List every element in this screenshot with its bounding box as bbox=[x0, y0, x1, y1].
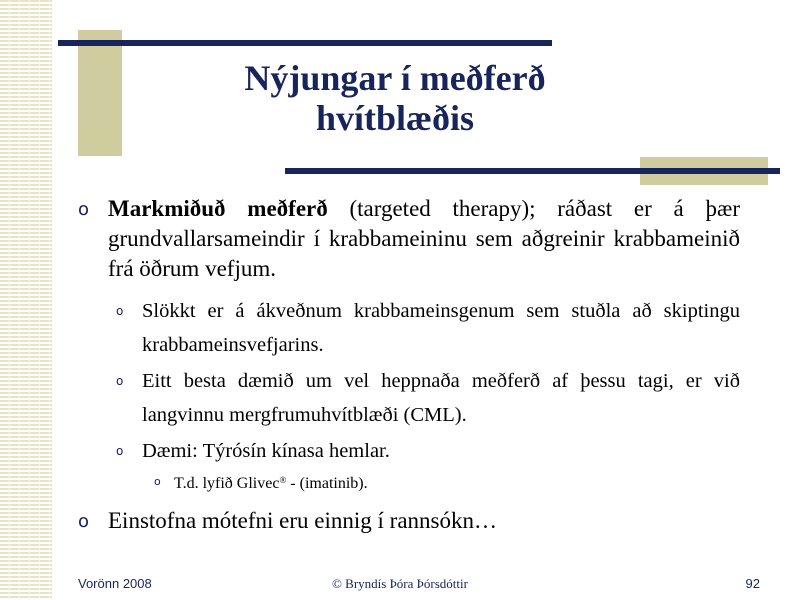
bullet-level1-item bbox=[78, 194, 740, 284]
footer-date: Vorönn 2008 bbox=[78, 576, 152, 591]
slide-title-line1: Nýjungar í meðferð bbox=[244, 58, 546, 98]
bullet-level2-item bbox=[78, 434, 740, 468]
bullet-circle-icon: o bbox=[116, 444, 124, 458]
bullet-level2-item bbox=[78, 294, 740, 362]
decorative-stripes bbox=[0, 0, 52, 600]
slide-title bbox=[160, 58, 630, 138]
decorative-olive-block-top bbox=[78, 30, 122, 156]
bullet-level2-item bbox=[78, 364, 740, 432]
bullet-text: Eitt besta dæmið um vel heppnaða meðferð af þessu tagi, er við langvinnu mergfrumuhvítblæði (CML). bbox=[142, 370, 740, 426]
bullet-level1-item bbox=[78, 506, 740, 536]
registered-mark: ® bbox=[279, 475, 287, 485]
bullet-circle-icon: o bbox=[78, 199, 90, 220]
footer-author: © Bryndís Þóra Þórsdóttir bbox=[332, 576, 468, 591]
decorative-navy-line-top bbox=[58, 40, 552, 46]
bullet-level3-item bbox=[78, 470, 740, 498]
bullet-text: - (imatinib). bbox=[286, 475, 368, 492]
bullet-text: Einstofna mótefni eru einnig í rannsókn… bbox=[108, 508, 498, 533]
bullet-text: (targeted therapy); ráðast er á þær grundvallarsameindir í krabbameininu sem aðgreinir krabbameinið frá öðrum vefjum. bbox=[108, 196, 740, 281]
bullet-text: Dæmi: Týrósín kínasa hemlar. bbox=[142, 440, 390, 462]
bullet-circle-icon: o bbox=[116, 304, 124, 318]
bullet-bold-term: Markmiðuð meðferð bbox=[108, 196, 328, 221]
slide-content bbox=[78, 194, 740, 546]
bullet-text: Slökkt er á ákveðnum krabbameinsgenum sem stuðla að skiptingu krabbameinsvefjarins. bbox=[142, 300, 740, 356]
bullet-circle-icon: o bbox=[116, 374, 124, 388]
bullet-circle-icon: o bbox=[154, 475, 161, 488]
decorative-navy-line-bottom bbox=[285, 168, 780, 174]
slide-title-line2: hvítblæðis bbox=[315, 98, 475, 138]
bullet-circle-icon: o bbox=[78, 511, 90, 532]
bullet-text: T.d. lyfið Glivec bbox=[174, 475, 280, 492]
footer-page-number: 92 bbox=[745, 576, 760, 591]
